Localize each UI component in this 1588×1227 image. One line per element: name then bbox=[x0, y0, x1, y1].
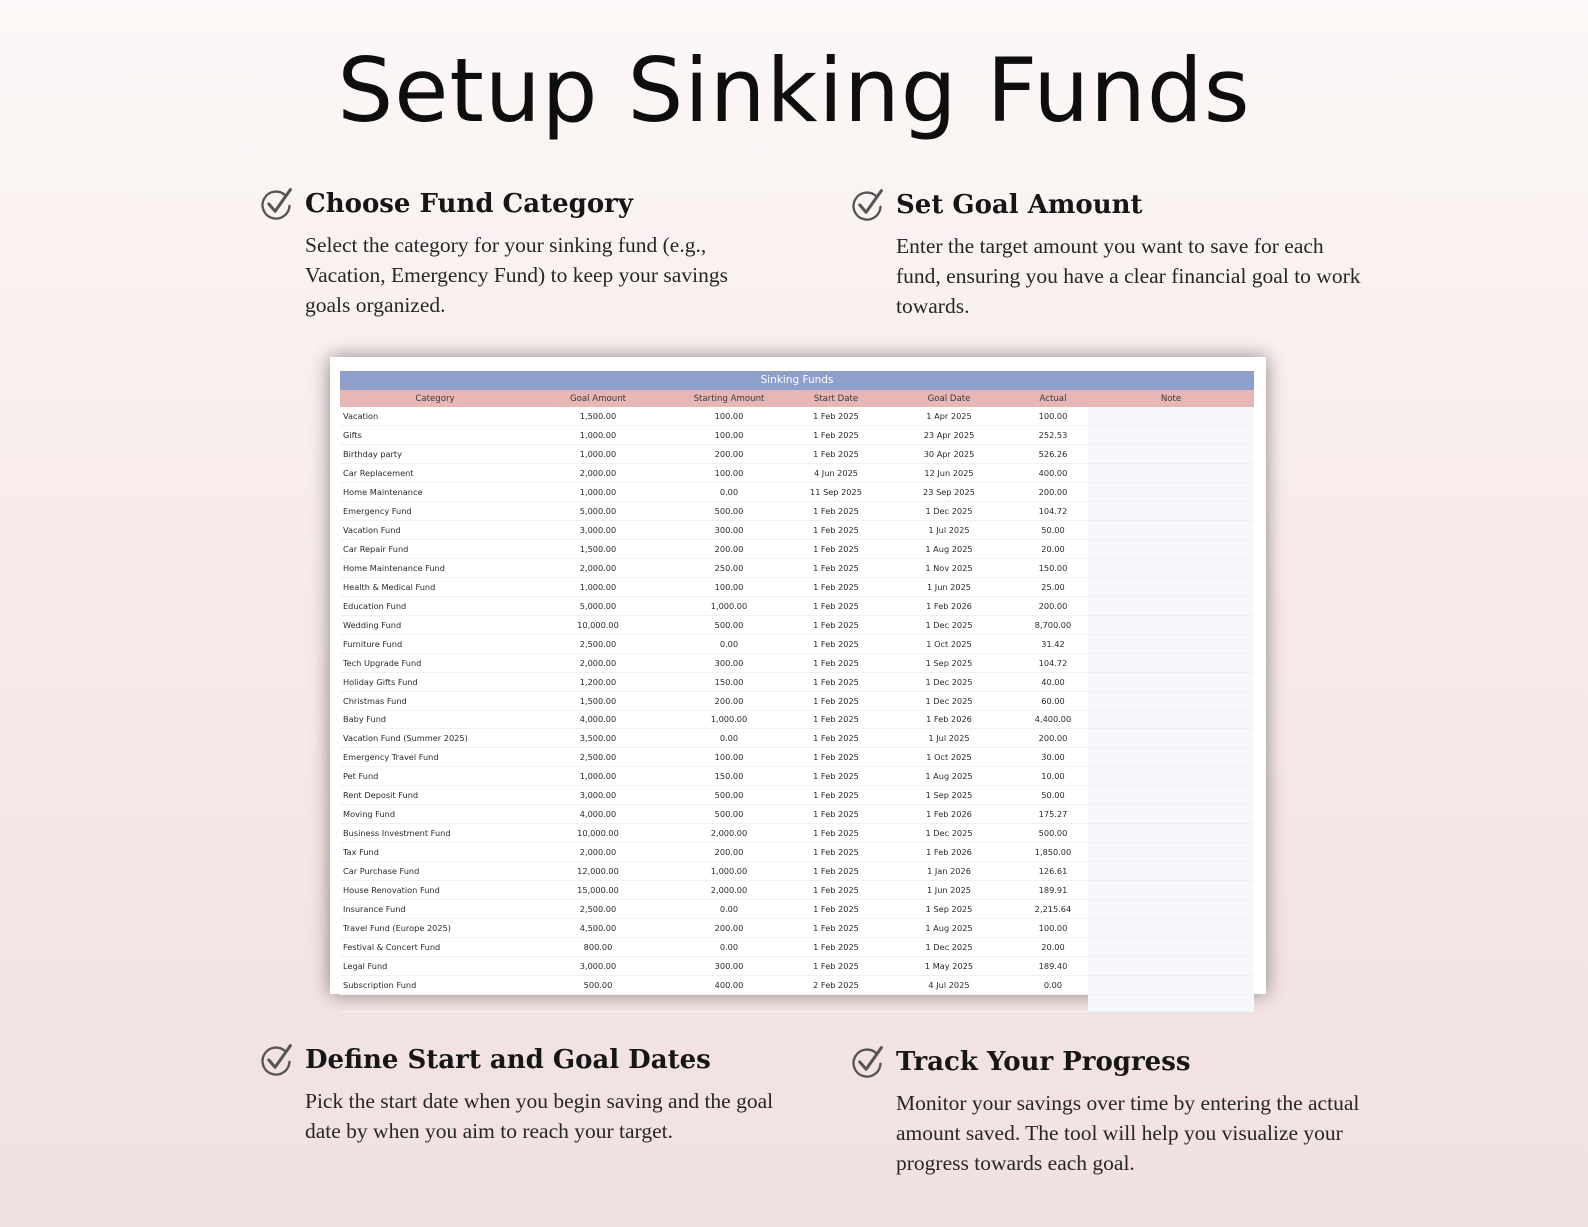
cell-goal-date: 1 Feb 2026 bbox=[880, 596, 1018, 615]
empty-cell bbox=[666, 995, 792, 1012]
cell-goal-date: 1 Jun 2025 bbox=[880, 577, 1018, 596]
cell-category: House Renovation Fund bbox=[340, 881, 530, 900]
cell-category: Business Investment Fund bbox=[340, 824, 530, 843]
cell-start-date: 1 Feb 2025 bbox=[792, 767, 880, 786]
cell-start-date: 1 Feb 2025 bbox=[792, 615, 880, 634]
cell-category: Tax Fund bbox=[340, 843, 530, 862]
cell-start-date: 1 Feb 2025 bbox=[792, 862, 880, 881]
cell-actual: 20.00 bbox=[1018, 539, 1088, 558]
cell-note bbox=[1088, 463, 1254, 482]
cell-goal-date: 1 May 2025 bbox=[880, 957, 1018, 976]
cell-starting-amount: 100.00 bbox=[666, 425, 792, 444]
cell-starting-amount: 500.00 bbox=[666, 805, 792, 824]
cell-starting-amount: 100.00 bbox=[666, 577, 792, 596]
table-row bbox=[340, 691, 1254, 710]
cell-goal-amount: 10,000.00 bbox=[530, 615, 666, 634]
cell-actual: 189.91 bbox=[1018, 881, 1088, 900]
step-set-goal-amount bbox=[896, 190, 1366, 321]
cell-goal-date: 1 Dec 2025 bbox=[880, 691, 1018, 710]
cell-goal-amount: 1,500.00 bbox=[530, 691, 666, 710]
cell-start-date: 1 Feb 2025 bbox=[792, 710, 880, 729]
cell-starting-amount: 0.00 bbox=[666, 938, 792, 957]
cell-note bbox=[1088, 862, 1254, 881]
table-row bbox=[340, 577, 1254, 596]
table-row bbox=[340, 615, 1254, 634]
cell-start-date: 1 Feb 2025 bbox=[792, 672, 880, 691]
column-header-actual: Actual bbox=[1018, 390, 1088, 407]
cell-actual: 200.00 bbox=[1018, 596, 1088, 615]
cell-starting-amount: 200.00 bbox=[666, 691, 792, 710]
column-header-goal-date: Goal Date bbox=[880, 390, 1018, 407]
cell-note bbox=[1088, 957, 1254, 976]
cell-start-date: 1 Feb 2025 bbox=[792, 596, 880, 615]
cell-goal-amount: 12,000.00 bbox=[530, 862, 666, 881]
step-description: Monitor your savings over time by entering the actual amount saved. The tool will help you visualize your progress towards each goal. bbox=[896, 1091, 1360, 1176]
table-row bbox=[340, 729, 1254, 748]
cell-actual: 200.00 bbox=[1018, 482, 1088, 501]
cell-category: Pet Fund bbox=[340, 767, 530, 786]
cell-actual: 189.40 bbox=[1018, 957, 1088, 976]
cell-note bbox=[1088, 938, 1254, 957]
table-body bbox=[340, 407, 1254, 1012]
cell-note bbox=[1088, 710, 1254, 729]
table-row bbox=[340, 407, 1254, 425]
cell-starting-amount: 300.00 bbox=[666, 957, 792, 976]
cell-goal-amount: 2,500.00 bbox=[530, 900, 666, 919]
cell-goal-date: 1 Apr 2025 bbox=[880, 407, 1018, 425]
cell-starting-amount: 250.00 bbox=[666, 558, 792, 577]
step-heading: Set Goal Amount bbox=[896, 190, 1143, 220]
cell-start-date: 1 Feb 2025 bbox=[792, 539, 880, 558]
cell-goal-amount: 3,000.00 bbox=[530, 520, 666, 539]
cell-goal-amount: 1,500.00 bbox=[530, 407, 666, 425]
cell-note bbox=[1088, 653, 1254, 672]
table-header-row bbox=[340, 390, 1254, 407]
table-row bbox=[340, 824, 1254, 843]
page-title: Setup Sinking Funds bbox=[337, 39, 1251, 142]
cell-category: Festival & Concert Fund bbox=[340, 938, 530, 957]
cell-goal-date: 1 Sep 2025 bbox=[880, 900, 1018, 919]
cell-goal-date: 1 Oct 2025 bbox=[880, 634, 1018, 653]
table-row bbox=[340, 425, 1254, 444]
cell-starting-amount: 100.00 bbox=[666, 463, 792, 482]
check-circle-icon bbox=[258, 1042, 294, 1078]
cell-goal-amount: 2,500.00 bbox=[530, 748, 666, 767]
cell-start-date: 1 Feb 2025 bbox=[792, 957, 880, 976]
cell-starting-amount: 0.00 bbox=[666, 900, 792, 919]
cell-category: Travel Fund (Europe 2025) bbox=[340, 919, 530, 938]
table-row bbox=[340, 767, 1254, 786]
cell-goal-date: 1 Dec 2025 bbox=[880, 615, 1018, 634]
cell-goal-amount: 4,500.00 bbox=[530, 919, 666, 938]
cell-actual: 50.00 bbox=[1018, 520, 1088, 539]
cell-note bbox=[1088, 558, 1254, 577]
cell-goal-amount: 500.00 bbox=[530, 976, 666, 995]
cell-starting-amount: 0.00 bbox=[666, 634, 792, 653]
cell-actual: 150.00 bbox=[1018, 558, 1088, 577]
cell-starting-amount: 500.00 bbox=[666, 786, 792, 805]
empty-row bbox=[340, 995, 1254, 1012]
cell-actual: 252.53 bbox=[1018, 425, 1088, 444]
cell-starting-amount: 150.00 bbox=[666, 767, 792, 786]
cell-category: Holiday Gifts Fund bbox=[340, 672, 530, 691]
sinking-funds-sheet bbox=[340, 371, 1254, 1012]
cell-actual: 175.27 bbox=[1018, 805, 1088, 824]
cell-goal-amount: 1,000.00 bbox=[530, 425, 666, 444]
cell-category: Emergency Travel Fund bbox=[340, 748, 530, 767]
check-circle-icon bbox=[849, 187, 885, 223]
table-row bbox=[340, 748, 1254, 767]
check-circle-icon bbox=[258, 186, 294, 222]
cell-note bbox=[1088, 881, 1254, 900]
cell-start-date: 1 Feb 2025 bbox=[792, 653, 880, 672]
cell-goal-date: 12 Jun 2025 bbox=[880, 463, 1018, 482]
cell-start-date: 1 Feb 2025 bbox=[792, 843, 880, 862]
cell-start-date: 1 Feb 2025 bbox=[792, 407, 880, 425]
cell-actual: 500.00 bbox=[1018, 824, 1088, 843]
cell-note bbox=[1088, 900, 1254, 919]
table-row bbox=[340, 463, 1254, 482]
column-header-note: Note bbox=[1088, 390, 1254, 407]
cell-goal-date: 1 Sep 2025 bbox=[880, 786, 1018, 805]
table-row bbox=[340, 539, 1254, 558]
cell-start-date: 1 Feb 2025 bbox=[792, 558, 880, 577]
cell-goal-date: 1 Jun 2025 bbox=[880, 881, 1018, 900]
cell-note bbox=[1088, 805, 1254, 824]
empty-cell bbox=[880, 995, 1018, 1012]
cell-starting-amount: 2,000.00 bbox=[666, 824, 792, 843]
cell-category: Subscription Fund bbox=[340, 976, 530, 995]
cell-actual: 400.00 bbox=[1018, 463, 1088, 482]
cell-goal-date: 23 Apr 2025 bbox=[880, 425, 1018, 444]
table-row bbox=[340, 976, 1254, 995]
cell-start-date: 1 Feb 2025 bbox=[792, 881, 880, 900]
cell-goal-date: 1 Feb 2026 bbox=[880, 805, 1018, 824]
cell-note bbox=[1088, 786, 1254, 805]
table-row bbox=[340, 862, 1254, 881]
cell-category: Rent Deposit Fund bbox=[340, 786, 530, 805]
cell-goal-date: 1 Feb 2026 bbox=[880, 710, 1018, 729]
cell-category: Wedding Fund bbox=[340, 615, 530, 634]
cell-category: Insurance Fund bbox=[340, 900, 530, 919]
cell-category: Home Maintenance bbox=[340, 482, 530, 501]
table-row bbox=[340, 672, 1254, 691]
cell-goal-amount: 800.00 bbox=[530, 938, 666, 957]
cell-actual: 100.00 bbox=[1018, 919, 1088, 938]
cell-actual: 30.00 bbox=[1018, 748, 1088, 767]
cell-note bbox=[1088, 976, 1254, 995]
cell-actual: 31.42 bbox=[1018, 634, 1088, 653]
cell-start-date: 4 Jun 2025 bbox=[792, 463, 880, 482]
cell-goal-amount: 3,000.00 bbox=[530, 957, 666, 976]
empty-cell bbox=[1018, 995, 1088, 1012]
cell-actual: 4,400.00 bbox=[1018, 710, 1088, 729]
cell-category: Christmas Fund bbox=[340, 691, 530, 710]
cell-category: Vacation bbox=[340, 407, 530, 425]
step-description: Select the category for your sinking fund (e.g., Vacation, Emergency Fund) to keep your savings goals organized. bbox=[305, 233, 728, 318]
cell-starting-amount: 100.00 bbox=[666, 748, 792, 767]
cell-goal-amount: 5,000.00 bbox=[530, 501, 666, 520]
cell-goal-date: 4 Jul 2025 bbox=[880, 976, 1018, 995]
table-row bbox=[340, 520, 1254, 539]
cell-note bbox=[1088, 520, 1254, 539]
cell-starting-amount: 1,000.00 bbox=[666, 710, 792, 729]
cell-start-date: 2 Feb 2025 bbox=[792, 976, 880, 995]
cell-starting-amount: 200.00 bbox=[666, 539, 792, 558]
cell-actual: 104.72 bbox=[1018, 501, 1088, 520]
cell-note bbox=[1088, 672, 1254, 691]
table-row bbox=[340, 919, 1254, 938]
cell-start-date: 1 Feb 2025 bbox=[792, 425, 880, 444]
cell-starting-amount: 300.00 bbox=[666, 653, 792, 672]
cell-category: Car Purchase Fund bbox=[340, 862, 530, 881]
cell-starting-amount: 100.00 bbox=[666, 407, 792, 425]
table-row bbox=[340, 482, 1254, 501]
cell-start-date: 1 Feb 2025 bbox=[792, 748, 880, 767]
cell-start-date: 1 Feb 2025 bbox=[792, 824, 880, 843]
cell-goal-amount: 2,000.00 bbox=[530, 463, 666, 482]
spreadsheet-preview bbox=[330, 357, 1266, 994]
cell-actual: 526.26 bbox=[1018, 444, 1088, 463]
cell-goal-date: 23 Sep 2025 bbox=[880, 482, 1018, 501]
step-define-dates bbox=[305, 1045, 775, 1146]
cell-start-date: 1 Feb 2025 bbox=[792, 634, 880, 653]
cell-start-date: 1 Feb 2025 bbox=[792, 577, 880, 596]
step-choose-fund-category bbox=[305, 189, 775, 320]
cell-goal-date: 1 Sep 2025 bbox=[880, 653, 1018, 672]
table-row bbox=[340, 938, 1254, 957]
step-description: Pick the start date when you begin saving and the goal date by when you aim to reach your target. bbox=[305, 1089, 774, 1144]
cell-goal-amount: 4,000.00 bbox=[530, 710, 666, 729]
cell-note bbox=[1088, 843, 1254, 862]
column-header-start-date: Start Date bbox=[792, 390, 880, 407]
cell-starting-amount: 200.00 bbox=[666, 843, 792, 862]
cell-note bbox=[1088, 824, 1254, 843]
cell-goal-amount: 1,500.00 bbox=[530, 539, 666, 558]
column-header-goal-amount: Goal Amount bbox=[530, 390, 666, 407]
cell-category: Furniture Fund bbox=[340, 634, 530, 653]
step-track-progress bbox=[896, 1047, 1366, 1178]
cell-goal-date: 1 Jul 2025 bbox=[880, 729, 1018, 748]
cell-goal-amount: 1,000.00 bbox=[530, 444, 666, 463]
empty-cell bbox=[530, 995, 666, 1012]
cell-starting-amount: 200.00 bbox=[666, 444, 792, 463]
cell-goal-date: 1 Jul 2025 bbox=[880, 520, 1018, 539]
table-row bbox=[340, 710, 1254, 729]
cell-start-date: 11 Sep 2025 bbox=[792, 482, 880, 501]
cell-actual: 0.00 bbox=[1018, 976, 1088, 995]
cell-starting-amount: 150.00 bbox=[666, 672, 792, 691]
cell-category: Education Fund bbox=[340, 596, 530, 615]
cell-goal-date: 1 Feb 2026 bbox=[880, 843, 1018, 862]
cell-goal-date: 1 Aug 2025 bbox=[880, 767, 1018, 786]
cell-goal-date: 1 Nov 2025 bbox=[880, 558, 1018, 577]
cell-goal-amount: 3,500.00 bbox=[530, 729, 666, 748]
cell-goal-amount: 10,000.00 bbox=[530, 824, 666, 843]
cell-goal-amount: 2,000.00 bbox=[530, 843, 666, 862]
cell-note bbox=[1088, 425, 1254, 444]
step-heading: Define Start and Goal Dates bbox=[305, 1045, 711, 1075]
cell-start-date: 1 Feb 2025 bbox=[792, 938, 880, 957]
cell-starting-amount: 2,000.00 bbox=[666, 881, 792, 900]
cell-note bbox=[1088, 577, 1254, 596]
cell-category: Baby Fund bbox=[340, 710, 530, 729]
cell-starting-amount: 500.00 bbox=[666, 501, 792, 520]
table-row bbox=[340, 444, 1254, 463]
cell-category: Vacation Fund bbox=[340, 520, 530, 539]
step-description: Enter the target amount you want to save for each fund, ensuring you have a clear financial goal to work towards. bbox=[896, 234, 1361, 319]
cell-start-date: 1 Feb 2025 bbox=[792, 729, 880, 748]
cell-actual: 25.00 bbox=[1018, 577, 1088, 596]
column-header-category: Category bbox=[340, 390, 530, 407]
check-circle-icon bbox=[849, 1044, 885, 1080]
cell-actual: 126.61 bbox=[1018, 862, 1088, 881]
cell-actual: 2,215.64 bbox=[1018, 900, 1088, 919]
table-row bbox=[340, 957, 1254, 976]
empty-cell bbox=[340, 995, 530, 1012]
cell-goal-amount: 1,000.00 bbox=[530, 577, 666, 596]
cell-note bbox=[1088, 691, 1254, 710]
table-row bbox=[340, 596, 1254, 615]
cell-start-date: 1 Feb 2025 bbox=[792, 501, 880, 520]
cell-goal-date: 1 Jan 2026 bbox=[880, 862, 1018, 881]
cell-note bbox=[1088, 615, 1254, 634]
cell-goal-amount: 2,500.00 bbox=[530, 634, 666, 653]
table-row bbox=[340, 881, 1254, 900]
cell-category: Legal Fund bbox=[340, 957, 530, 976]
table-row bbox=[340, 558, 1254, 577]
cell-actual: 50.00 bbox=[1018, 786, 1088, 805]
cell-goal-amount: 3,000.00 bbox=[530, 786, 666, 805]
empty-cell bbox=[792, 995, 880, 1012]
cell-note bbox=[1088, 748, 1254, 767]
cell-actual: 104.72 bbox=[1018, 653, 1088, 672]
cell-goal-amount: 1,200.00 bbox=[530, 672, 666, 691]
cell-goal-date: 1 Dec 2025 bbox=[880, 672, 1018, 691]
cell-start-date: 1 Feb 2025 bbox=[792, 520, 880, 539]
cell-goal-amount: 1,000.00 bbox=[530, 482, 666, 501]
cell-actual: 100.00 bbox=[1018, 407, 1088, 425]
table-row bbox=[340, 501, 1254, 520]
cell-starting-amount: 0.00 bbox=[666, 729, 792, 748]
cell-starting-amount: 1,000.00 bbox=[666, 596, 792, 615]
table-row bbox=[340, 805, 1254, 824]
cell-start-date: 1 Feb 2025 bbox=[792, 919, 880, 938]
sinking-funds-table bbox=[340, 390, 1254, 1012]
cell-goal-amount: 5,000.00 bbox=[530, 596, 666, 615]
cell-actual: 20.00 bbox=[1018, 938, 1088, 957]
cell-goal-amount: 4,000.00 bbox=[530, 805, 666, 824]
cell-starting-amount: 500.00 bbox=[666, 615, 792, 634]
cell-starting-amount: 1,000.00 bbox=[666, 862, 792, 881]
cell-goal-amount: 2,000.00 bbox=[530, 558, 666, 577]
cell-goal-date: 30 Apr 2025 bbox=[880, 444, 1018, 463]
cell-note bbox=[1088, 767, 1254, 786]
cell-category: Vacation Fund (Summer 2025) bbox=[340, 729, 530, 748]
table-row bbox=[340, 900, 1254, 919]
cell-note bbox=[1088, 634, 1254, 653]
cell-note bbox=[1088, 539, 1254, 558]
cell-start-date: 1 Feb 2025 bbox=[792, 444, 880, 463]
cell-category: Gifts bbox=[340, 425, 530, 444]
cell-note bbox=[1088, 482, 1254, 501]
cell-note bbox=[1088, 596, 1254, 615]
cell-start-date: 1 Feb 2025 bbox=[792, 786, 880, 805]
cell-goal-amount: 1,000.00 bbox=[530, 767, 666, 786]
cell-start-date: 1 Feb 2025 bbox=[792, 900, 880, 919]
cell-starting-amount: 200.00 bbox=[666, 919, 792, 938]
cell-category: Car Repair Fund bbox=[340, 539, 530, 558]
cell-category: Car Replacement bbox=[340, 463, 530, 482]
table-row bbox=[340, 634, 1254, 653]
cell-note bbox=[1088, 919, 1254, 938]
table-row bbox=[340, 843, 1254, 862]
cell-category: Emergency Fund bbox=[340, 501, 530, 520]
cell-actual: 8,700.00 bbox=[1018, 615, 1088, 634]
cell-note bbox=[1088, 501, 1254, 520]
cell-goal-date: 1 Dec 2025 bbox=[880, 501, 1018, 520]
cell-note bbox=[1088, 407, 1254, 425]
column-header-starting-amount: Starting Amount bbox=[666, 390, 792, 407]
cell-actual: 200.00 bbox=[1018, 729, 1088, 748]
cell-actual: 40.00 bbox=[1018, 672, 1088, 691]
step-heading: Choose Fund Category bbox=[305, 189, 633, 219]
cell-note bbox=[1088, 444, 1254, 463]
cell-starting-amount: 300.00 bbox=[666, 520, 792, 539]
cell-category: Home Maintenance Fund bbox=[340, 558, 530, 577]
cell-start-date: 1 Feb 2025 bbox=[792, 691, 880, 710]
cell-category: Health & Medical Fund bbox=[340, 577, 530, 596]
cell-goal-date: 1 Oct 2025 bbox=[880, 748, 1018, 767]
table-row bbox=[340, 653, 1254, 672]
cell-actual: 1,850.00 bbox=[1018, 843, 1088, 862]
cell-goal-amount: 15,000.00 bbox=[530, 881, 666, 900]
step-heading: Track Your Progress bbox=[896, 1047, 1191, 1077]
cell-goal-date: 1 Aug 2025 bbox=[880, 919, 1018, 938]
cell-category: Tech Upgrade Fund bbox=[340, 653, 530, 672]
cell-starting-amount: 400.00 bbox=[666, 976, 792, 995]
cell-goal-date: 1 Aug 2025 bbox=[880, 539, 1018, 558]
cell-goal-date: 1 Dec 2025 bbox=[880, 938, 1018, 957]
cell-goal-amount: 2,000.00 bbox=[530, 653, 666, 672]
cell-starting-amount: 0.00 bbox=[666, 482, 792, 501]
cell-actual: 10.00 bbox=[1018, 767, 1088, 786]
cell-note bbox=[1088, 729, 1254, 748]
table-row bbox=[340, 786, 1254, 805]
cell-category: Birthday party bbox=[340, 444, 530, 463]
cell-actual: 60.00 bbox=[1018, 691, 1088, 710]
empty-cell bbox=[1088, 995, 1254, 1012]
cell-goal-date: 1 Dec 2025 bbox=[880, 824, 1018, 843]
sheet-title: Sinking Funds bbox=[340, 371, 1254, 390]
cell-category: Moving Fund bbox=[340, 805, 530, 824]
cell-start-date: 1 Feb 2025 bbox=[792, 805, 880, 824]
